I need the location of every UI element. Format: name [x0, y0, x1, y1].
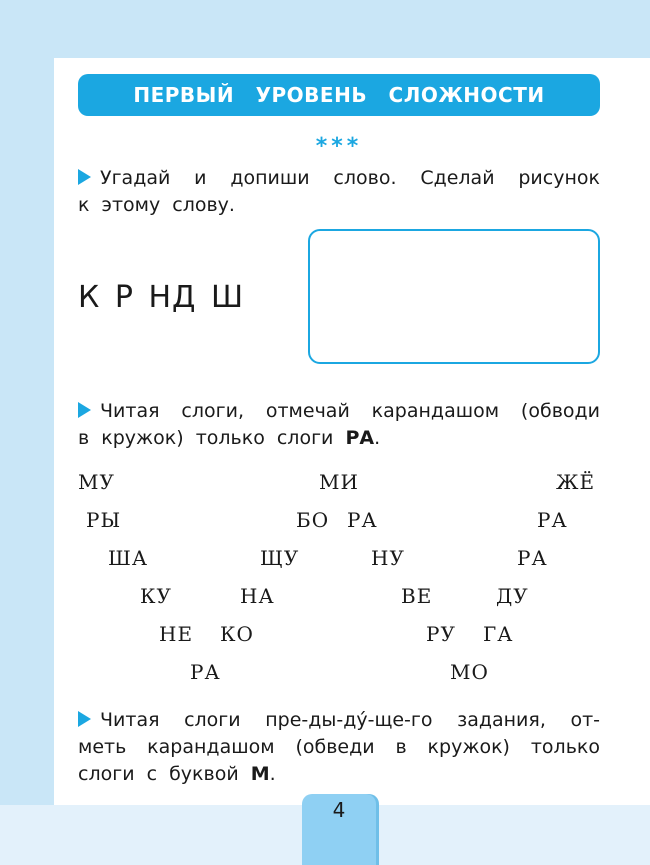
task-3-line-2: меть карандашом (обведи в кружок) только — [78, 736, 600, 758]
task-3-line-3: слоги с буквой М. — [78, 763, 276, 785]
syllable[interactable]: ЖЁ — [556, 470, 596, 494]
syllable[interactable]: БО — [296, 508, 330, 532]
syllable[interactable]: ДУ — [496, 584, 529, 608]
task-2-instructions — [78, 398, 600, 452]
task-3-line-1: Читая слоги пре-ды-ду́-ще-го задания, от- — [78, 707, 600, 734]
syllable[interactable]: РА — [347, 508, 378, 532]
syllable[interactable]: НУ — [371, 546, 405, 570]
syllable[interactable]: ША — [108, 546, 148, 570]
task-3-instructions — [78, 707, 600, 788]
syllable[interactable]: НА — [240, 584, 275, 608]
syllable[interactable]: ГА — [483, 622, 514, 646]
syllable[interactable]: ЩУ — [260, 546, 300, 570]
syllable[interactable]: КО — [220, 622, 254, 646]
page-number: 4 — [332, 798, 346, 822]
syllable[interactable]: МО — [450, 660, 489, 684]
triangle-marker-icon — [78, 402, 91, 418]
section-title: ПЕРВЫЙ УРОВЕНЬ СЛОЖНОСТИ — [133, 83, 545, 107]
syllable[interactable]: РЫ — [86, 508, 122, 532]
section-header — [78, 74, 600, 116]
word-puzzle: К Р НД Ш — [78, 280, 245, 315]
triangle-marker-icon — [78, 169, 91, 185]
task-2-line-1: Читая слоги, отмечай карандашом (обводи — [78, 398, 600, 425]
syllable[interactable]: КУ — [140, 584, 172, 608]
task-1-line-2: к этому слову. — [78, 194, 235, 216]
syllable[interactable]: МУ — [78, 470, 115, 494]
task-1-line-1: Угадай и допиши слово. Сделай рисунок — [78, 165, 600, 192]
task-1-instructions — [78, 165, 600, 219]
target-syllable: РА — [345, 427, 375, 449]
syllable[interactable]: РА — [517, 546, 548, 570]
drawing-box[interactable] — [308, 229, 600, 364]
syllable[interactable]: НЕ — [159, 622, 194, 646]
syllable[interactable]: МИ — [319, 470, 359, 494]
target-letter: М — [250, 763, 270, 785]
stars-divider: *** — [315, 134, 363, 159]
task-2-line-2: в кружок) только слоги РА. — [78, 427, 381, 449]
syllable[interactable]: РА — [190, 660, 221, 684]
syllable[interactable]: ВЕ — [401, 584, 433, 608]
syllable[interactable]: РУ — [426, 622, 456, 646]
syllable[interactable]: РА — [537, 508, 568, 532]
triangle-marker-icon — [78, 711, 91, 727]
